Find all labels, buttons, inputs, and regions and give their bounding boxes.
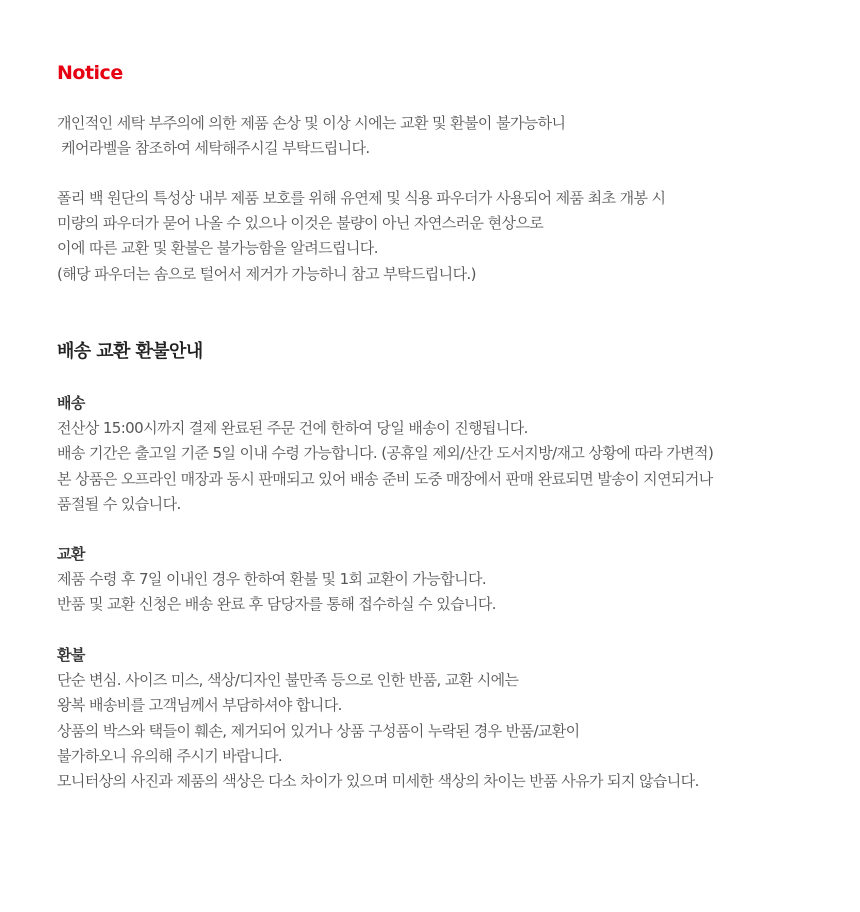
text-line: 품절될 수 있습니다. [57,494,181,513]
refund-heading: 환불 [57,646,85,664]
text-line: 이에 따른 교환 및 환불은 불가능함을 알려드립니다. [57,239,378,258]
guide-title: 배송 교환 환불안내 [57,341,203,362]
text-line: 반품 및 교환 신청은 배송 완료 후 담당자를 통해 접수하실 수 있습니다. [57,595,496,614]
text-line: 본 상품은 오프라인 매장과 동시 판매되고 있어 배송 준비 도중 매장에서 판매 완료되면 발송이 지연되거나 [57,469,713,488]
text-line: 불가하오니 유의해 주시기 바랍니다. [57,746,283,765]
text-line: 케어라벨을 참조하여 세탁해주시길 부탁드립니다. [57,139,370,158]
shipping-heading: 배송 [57,394,85,412]
powder-notice-paragraph [57,186,665,287]
text-line: 왕복 배송비를 고객님께서 부담하셔야 합니다. [57,696,342,715]
text-line: 배송 기간은 출고일 기준 5일 이내 수령 가능합니다. (공휴일 제외/산간 도서지방/재고 상황에 따라 가변적) [57,444,714,463]
shipping-section [57,391,713,517]
refund-section [57,643,699,794]
text-line: 상품의 박스와 택들이 훼손, 제거되어 있거나 상품 구성품이 누락된 경우 반품/교환이 [57,721,580,740]
text-line: (해당 파우더는 솜으로 털어서 제거가 가능하니 참고 부탁드립니다.) [57,264,476,283]
text-line: 전산상 15:00시까지 결제 완료된 주문 건에 한하여 당일 배송이 진행됩니다. [57,419,528,438]
text-line: 단순 변심. 사이즈 미스, 색상/디자인 불만족 등으로 인한 반품, 교환 시에는 [57,671,519,690]
text-line: 폴리 백 원단의 특성상 내부 제품 보호를 위해 유연제 및 식용 파우더가 사용되어 제품 최초 개봉 시 [57,189,666,207]
text-line: 모니터상의 사진과 제품의 색상은 다소 차이가 있으며 미세한 색상의 차이는 반품 사유가 되지 않습니다. [57,772,699,791]
text-line: 개인적인 세탁 부주의에 의한 제품 손상 및 이상 시에는 교환 및 환불이 불가능하니 [57,114,566,132]
care-notice-paragraph [57,111,565,161]
text-line: 미량의 파우더가 묻어 나올 수 있으나 이것은 불량이 아닌 자연스러운 현상으로 [57,214,544,233]
exchange-heading: 교환 [57,545,85,563]
notice-title: Notice [57,62,123,84]
text-line: 제품 수령 후 7일 이내인 경우 한하여 환불 및 1회 교환이 가능합니다. [57,570,487,589]
exchange-section [57,542,496,618]
